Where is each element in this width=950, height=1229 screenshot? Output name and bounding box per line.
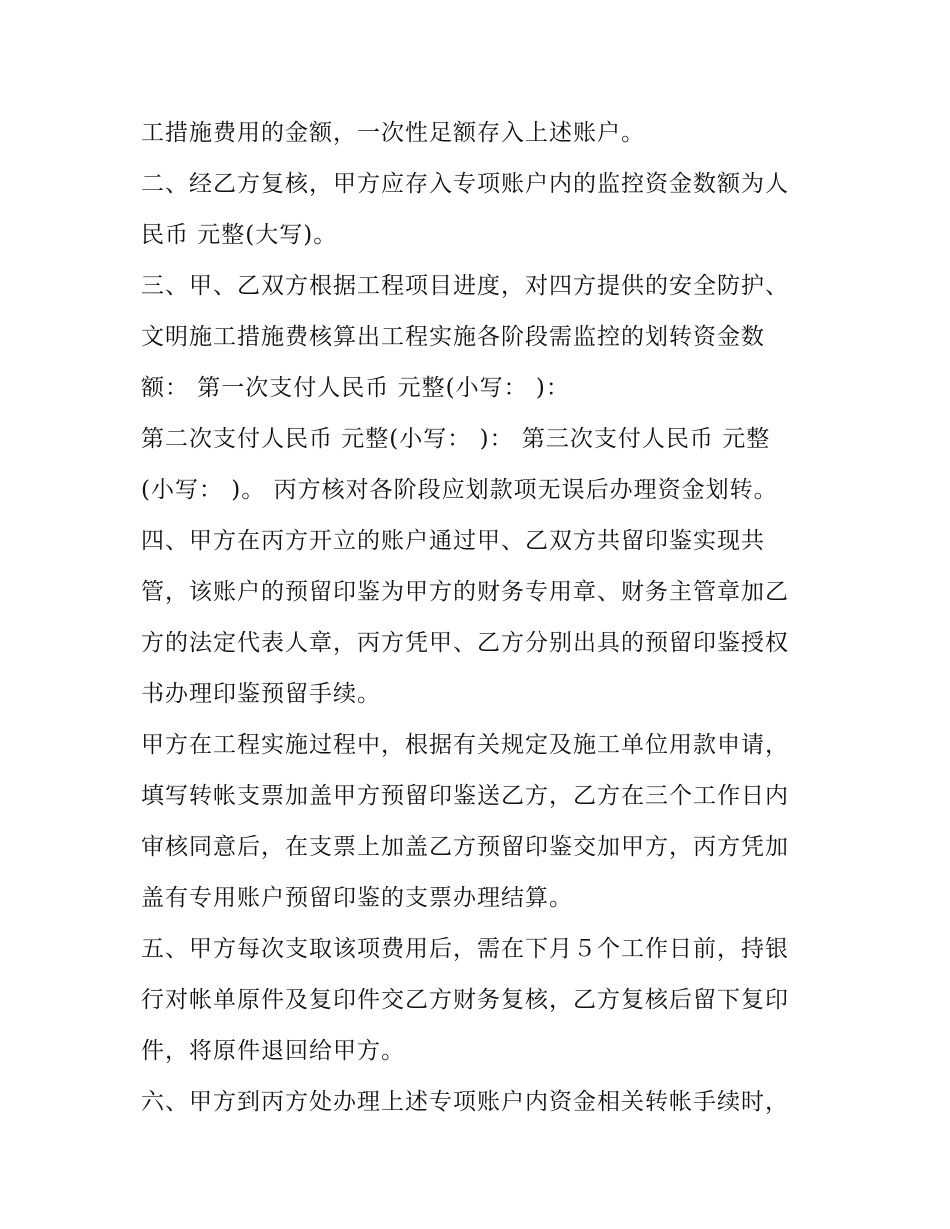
text-line: 件，将原件退回给甲方。	[141, 1038, 405, 1064]
text-line: 方的法定代表人章，丙方凭甲、乙方分别出具的预留印鉴授权	[141, 630, 789, 656]
text-line: 工措施费用的金额，一次性足额存入上述账户。	[141, 120, 645, 146]
text-line: 六、甲方到丙方处办理上述专项账户内资金相关转帐手续时，	[141, 1089, 789, 1115]
text-line: 审核同意后，在支票上加盖乙方预留印鉴交加甲方，丙方凭加	[141, 834, 789, 860]
text-line: 管，该账户的预留印鉴为甲方的财务专用章、财务主管章加乙	[141, 579, 789, 605]
text-line: 书办理印鉴预留手续。	[141, 681, 381, 707]
text-line: 四、甲方在丙方开立的账户通过甲、乙双方共留印鉴实现共	[141, 528, 765, 554]
text-line: (小写： )。 丙方核对各阶段应划款项无误后办理资金划转。	[141, 477, 778, 503]
text-line: 二、经乙方复核，甲方应存入专项账户内的监控资金数额为人	[141, 171, 789, 197]
text-line: 行对帐单原件及复印件交乙方财务复核，乙方复核后留下复印	[141, 987, 789, 1013]
document-body	[141, 108, 821, 1128]
text-line: 三、甲、乙双方根据工程项目进度，对四方提供的安全防护、	[141, 273, 789, 299]
text-line: 甲方在工程实施过程中，根据有关规定及施工单位用款申请，	[141, 732, 789, 758]
text-line: 民币 元整(大写)。	[141, 222, 338, 248]
text-line: 文明施工措施费核算出工程实施各阶段需监控的划转资金数	[141, 324, 765, 350]
text-line: 额： 第一次支付人民币 元整(小写： )：	[141, 375, 570, 401]
text-line: 填写转帐支票加盖甲方预留印鉴送乙方，乙方在三个工作日内	[141, 783, 789, 809]
text-line: 盖有专用账户预留印鉴的支票办理结算。	[141, 885, 573, 911]
text-line: 五、甲方每次支取该项费用后，需在下月５个工作日前，持银	[141, 936, 789, 962]
text-line: 第二次支付人民币 元整(小写： )： 第三次支付人民币 元整	[141, 426, 771, 452]
